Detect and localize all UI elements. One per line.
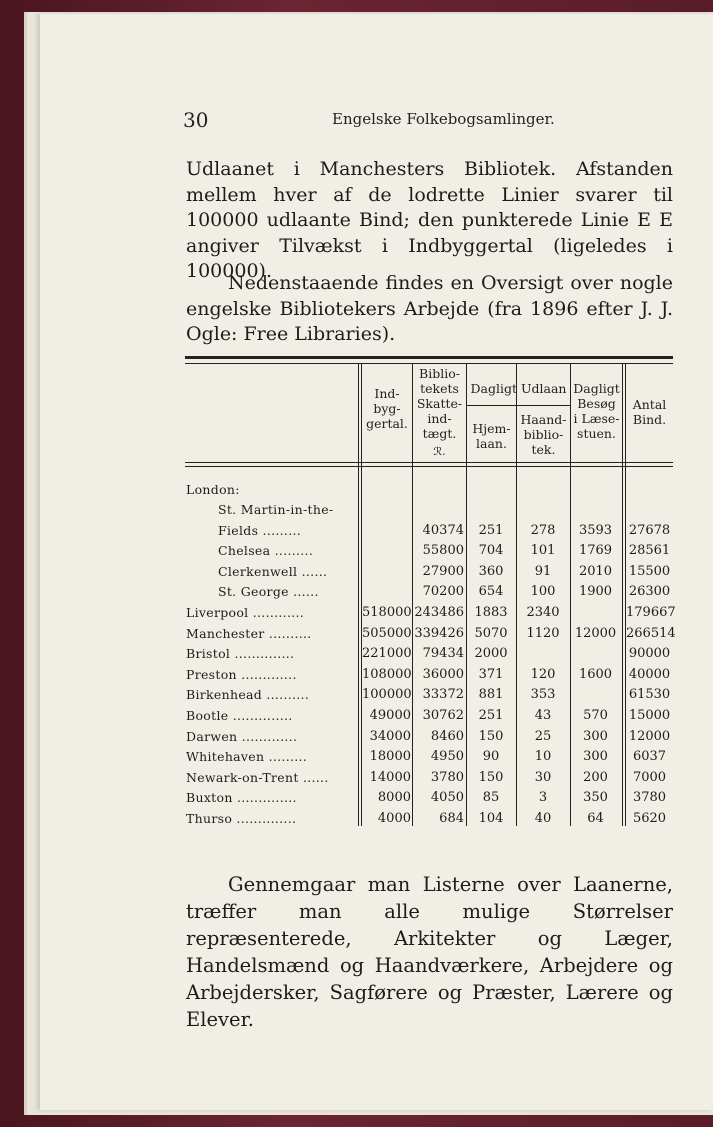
table-cell-besog: 1900 xyxy=(578,584,613,599)
table-cell-ind: 18000 xyxy=(369,749,411,764)
table-row-label: Newark-on-Trent ...... xyxy=(186,770,329,785)
table-cell-besog: 300 xyxy=(583,749,608,764)
table-cell-ind: 14000 xyxy=(369,770,411,785)
table-cell-haand: 25 xyxy=(534,729,552,744)
table-cell-haand: 120 xyxy=(530,667,556,682)
table-cell-besog: 64 xyxy=(587,811,604,826)
table-row-label: Bootle .............. xyxy=(186,708,293,723)
column-divider xyxy=(358,364,359,826)
table-cell-besog: 300 xyxy=(583,729,608,744)
table-cell-skat: 30762 xyxy=(422,708,464,723)
table-cell-bind: 90000 xyxy=(628,646,671,661)
header-currency-symbol: ℛ. xyxy=(433,445,446,458)
table-cell-haand: 43 xyxy=(534,708,552,723)
table-cell-skat: 339426 xyxy=(414,626,464,641)
table-cell-ind: 4000 xyxy=(377,811,411,826)
table-top-rule-thick xyxy=(185,356,673,359)
table-cell-haand: 100 xyxy=(530,584,556,599)
table-cell-bind: 61530 xyxy=(628,687,671,702)
table-cell-hjem: 150 xyxy=(478,729,504,744)
group-label-london: London: xyxy=(186,482,240,497)
table-cell-hjem: 704 xyxy=(478,543,504,558)
table-cell-bind: 5620 xyxy=(632,811,667,826)
paragraph-1: Udlaanet i Manchesters Bibliotek. Afstanden mellem hver af de lodrette Linier svarer til 100000 udlaante Bind; den punkterede Linie E E angiver Tilvækst i Indbyggertal (ligeledes i 100000). xyxy=(186,158,673,282)
header-dagligt-udlaan: Dagligt Udlaan xyxy=(470,381,567,396)
table-cell-bind: 6037 xyxy=(632,749,667,764)
table-cell-besog xyxy=(571,500,620,520)
table-cell-bind: 12000 xyxy=(628,729,671,744)
table-cell-ind: 100000 xyxy=(362,687,412,702)
table-header-rule-2 xyxy=(185,466,673,467)
table-cell-besog: 1769 xyxy=(578,543,613,558)
table-cell-besog xyxy=(571,644,620,664)
table-cell-haand: 30 xyxy=(534,770,552,785)
table-row-label: St. Martin-in-the- xyxy=(218,502,334,517)
table-cell-skat: 8460 xyxy=(430,729,464,744)
table-cell-ind xyxy=(362,541,411,561)
table-row-label: Buxton .............. xyxy=(186,790,297,805)
table-cell-hjem: 90 xyxy=(482,749,500,764)
header-dagligt-besoeg: Dagligt Besøg i Læse- stuen. xyxy=(573,381,620,441)
table-cell-hjem: 1883 xyxy=(474,605,508,620)
table-cell-hjem: 5070 xyxy=(474,626,508,641)
table-header-rule xyxy=(185,462,673,463)
table-row-label: Clerkenwell ...... xyxy=(218,564,328,579)
table-cell-hjem: 371 xyxy=(478,667,504,682)
table-cell-besog: 1600 xyxy=(578,667,613,682)
table-cell-skat: 79434 xyxy=(422,646,464,661)
table-row-label: Bristol .............. xyxy=(186,646,295,661)
table-cell-haand: 101 xyxy=(530,543,556,558)
header-antal-bind: Antal Bind. xyxy=(632,397,667,427)
table-row-label: Thurso .............. xyxy=(186,811,297,826)
table-cell-hjem: 654 xyxy=(478,584,504,599)
table-cell-hjem: 251 xyxy=(478,523,504,538)
table-cell-skat: 36000 xyxy=(422,667,464,682)
table-cell-besog xyxy=(571,603,620,623)
table-cell-skat: 4050 xyxy=(430,790,464,805)
table-cell-besog: 2010 xyxy=(578,564,613,579)
table-cell-haand: 40 xyxy=(534,811,552,826)
table-cell-ind: 49000 xyxy=(369,708,411,723)
table-cell-bind: 28561 xyxy=(628,543,671,558)
table-cell-haand: 1120 xyxy=(526,626,560,641)
page-number: 30 xyxy=(183,108,209,132)
table-cell-bind: 40000 xyxy=(628,667,671,682)
table-cell-skat: 27900 xyxy=(422,564,464,579)
table-row-label: Manchester .......... xyxy=(186,626,312,641)
table-cell-skat: 4950 xyxy=(430,749,464,764)
table-cell-haand xyxy=(517,644,569,664)
table-cell-ind: 108000 xyxy=(362,667,412,682)
table-cell-bind: 26300 xyxy=(628,584,671,599)
header-haandbibliotek: Haand- biblio- tek. xyxy=(520,412,567,457)
table-top-rule-thin xyxy=(185,363,673,364)
table-cell-bind: 27678 xyxy=(628,523,671,538)
table-cell-hjem: 85 xyxy=(482,790,500,805)
table-row-label: Liverpool ............ xyxy=(186,605,305,620)
paragraph-3: Gennemgaar man Listerne over Laanerne, træffer man alle mulige Størrelser repræsenterede, Arkitekter og Læger, Handelsmænd og Haandværkere, Arbejdere og Arbejdersker, Sagførere og Præster, Lærere og Elever. xyxy=(186,873,673,1031)
table-cell-skat: 684 xyxy=(439,811,464,826)
table-cell-bind: 15000 xyxy=(628,708,671,723)
table-cell-besog: 3593 xyxy=(578,523,613,538)
table-cell-hjem: 881 xyxy=(478,687,504,702)
table-cell-hjem: 150 xyxy=(478,770,504,785)
table-cell-haand: 91 xyxy=(534,564,552,579)
table-row-label: Darwen ............. xyxy=(186,729,298,744)
table-cell-ind: 221000 xyxy=(362,646,412,661)
table-cell-skat: 243486 xyxy=(414,605,464,620)
table-cell-haand: 10 xyxy=(534,749,552,764)
table-cell-bind: 15500 xyxy=(628,564,671,579)
table-cell-ind xyxy=(362,500,411,520)
table-cell-ind: 8000 xyxy=(377,790,411,805)
table-cell-bind: 7000 xyxy=(632,770,667,785)
running-head: Engelske Folkebogsamlinger. xyxy=(332,110,555,128)
table-cell-haand: 278 xyxy=(530,523,556,538)
table-row-label: Fields ......... xyxy=(218,523,302,538)
header-hjemlaan: Hjem- laan. xyxy=(472,421,511,451)
table-cell-ind: 34000 xyxy=(369,729,411,744)
table-cell-bind: 266514 xyxy=(626,626,676,641)
table-cell-ind xyxy=(362,521,411,541)
table-cell-hjem: 104 xyxy=(478,811,504,826)
table-cell-hjem: 2000 xyxy=(474,646,508,661)
table-cell-haand: 3 xyxy=(538,790,548,805)
table-cell-haand: 353 xyxy=(530,687,556,702)
table-cell-skat: 70200 xyxy=(422,584,464,599)
table-cell-ind xyxy=(362,562,411,582)
table-cell-besog: 200 xyxy=(583,770,608,785)
table-cell-bind: 3780 xyxy=(632,790,667,805)
table-row-label: Birkenhead .......... xyxy=(186,687,310,702)
dagligt-udlaan-subrule xyxy=(467,405,570,406)
table-row-label: Chelsea ......... xyxy=(218,543,314,558)
table-row-label: Preston ............. xyxy=(186,667,297,682)
table-cell-besog: 12000 xyxy=(574,626,617,641)
table-cell-haand: 2340 xyxy=(526,605,560,620)
table-cell-skat: 3780 xyxy=(430,770,464,785)
table-cell-hjem: 251 xyxy=(478,708,504,723)
table-cell-hjem xyxy=(467,500,515,520)
table-cell-besog: 570 xyxy=(583,708,608,723)
header-skatteindtaegt: Biblio- tekets Skatte- ind- tægt. xyxy=(416,366,463,441)
table-cell-ind xyxy=(362,582,411,602)
table-cell-besog xyxy=(571,685,620,705)
table-cell-skat xyxy=(413,500,464,520)
table-cell-ind: 518000 xyxy=(362,605,412,620)
column-divider xyxy=(622,364,623,826)
table-cell-bind xyxy=(626,500,673,520)
paragraph-2: Nedenstaaende findes en Oversigt over nogle engelske Bibliotekers Arbejde (fra 1896 efter J. J. Ogle: Free Libraries). xyxy=(186,272,673,345)
table-row-label: Whitehaven ......... xyxy=(186,749,308,764)
table-cell-skat: 55800 xyxy=(422,543,464,558)
table-cell-skat: 40374 xyxy=(422,523,464,538)
table-row-label: St. George ...... xyxy=(218,584,319,599)
table-cell-skat: 33372 xyxy=(422,687,464,702)
table-cell-hjem: 360 xyxy=(478,564,504,579)
table-cell-besog: 350 xyxy=(583,790,608,805)
table-cell-ind: 505000 xyxy=(362,626,412,641)
table-cell-bind: 179667 xyxy=(626,605,676,620)
header-indbyggertal: Ind- byg- gertal. xyxy=(366,386,408,431)
table-cell-haand xyxy=(517,500,569,520)
